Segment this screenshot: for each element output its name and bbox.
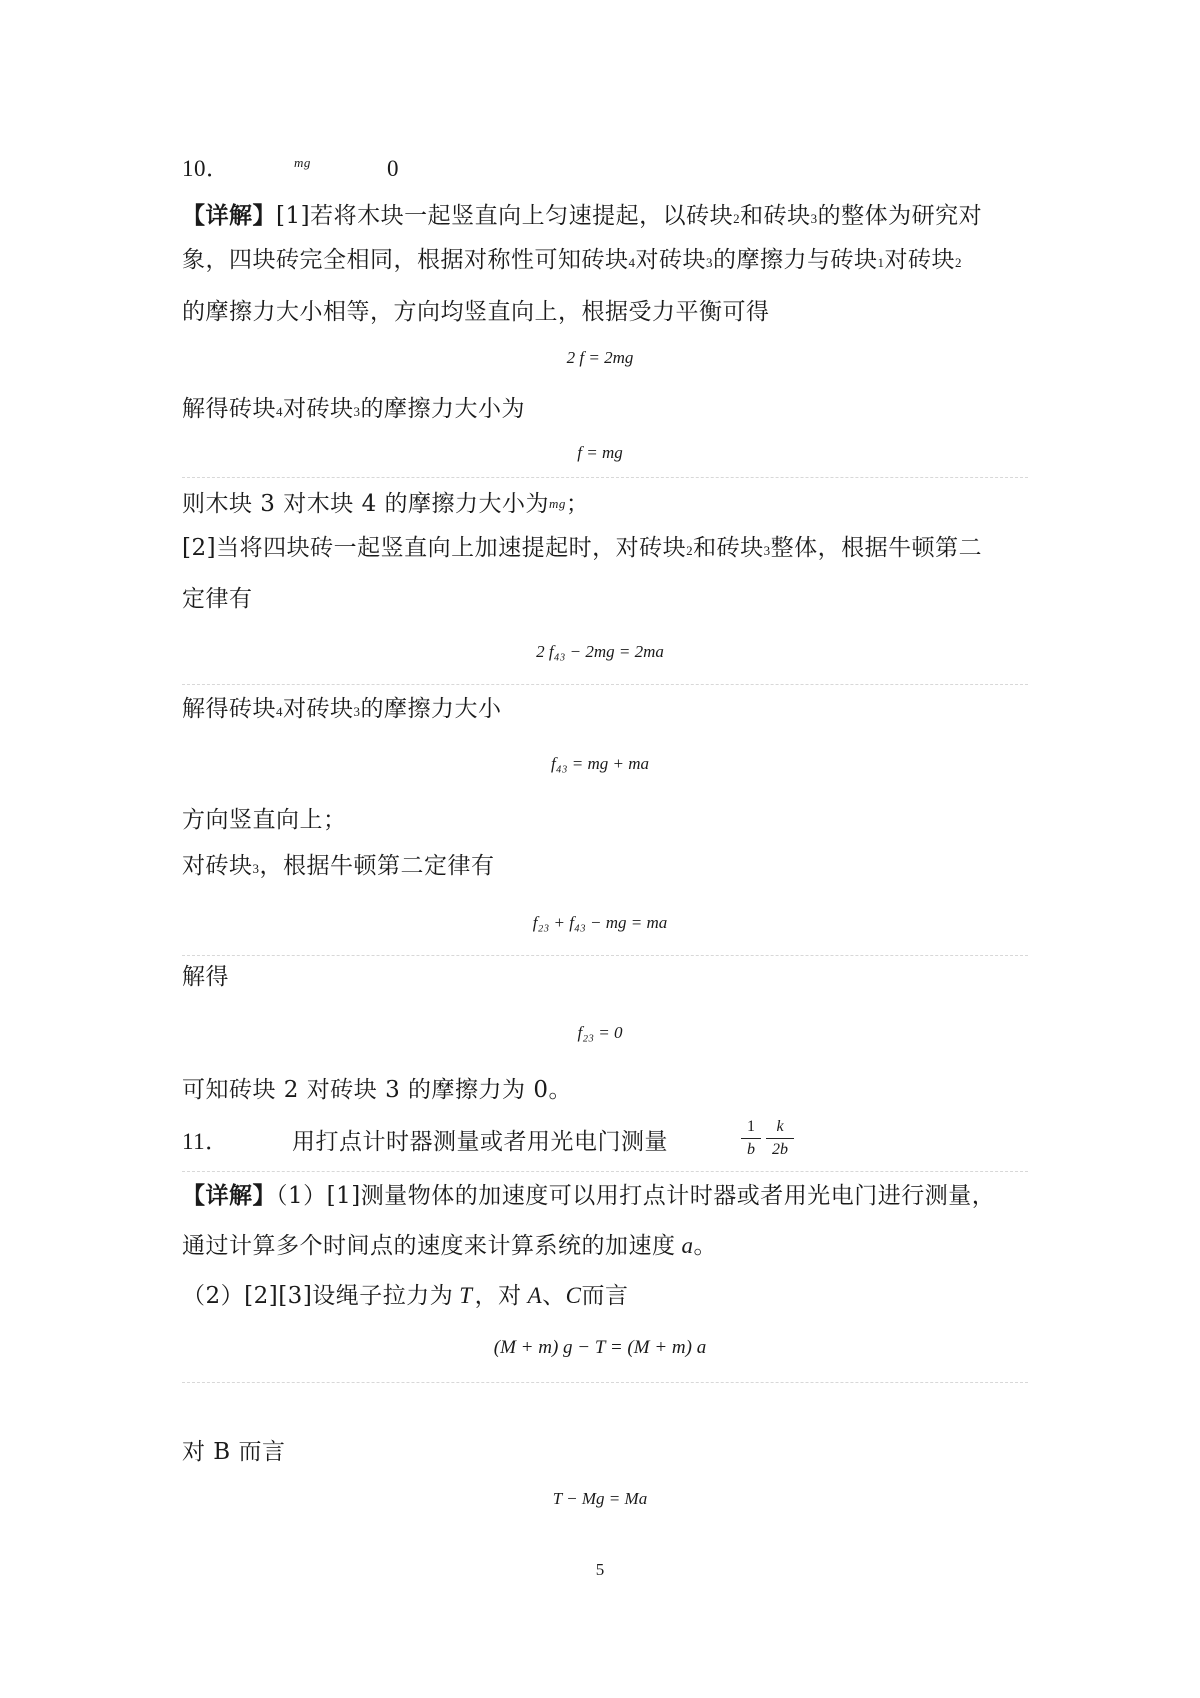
q11-answer-fraction-1: 1 b	[741, 1117, 761, 1160]
q10-number: 10．	[182, 156, 230, 181]
page-number: 5	[595, 1560, 605, 1579]
equation-T-Mg: T − Mg = Ma	[552, 1489, 648, 1508]
q10-detail-line-10: 对砖块3，根据牛顿第二定律有	[182, 853, 495, 879]
equation-M-m-g: (M + m) g − T = (M + m) a	[493, 1337, 707, 1358]
q11-answer-line	[182, 1126, 668, 1158]
q10-detail-line-4: 解得砖块4对砖块3的摩擦力大小为	[182, 396, 525, 422]
q10-detail-line-11: 解得	[182, 964, 229, 990]
q10-answer-1: mg	[294, 155, 311, 170]
q10-detail-line-12: 可知砖块 2 对砖块 3 的摩擦力为 0。	[182, 1077, 572, 1103]
q10-detail-line-8: 解得砖块4对砖块3的摩擦力大小	[182, 696, 502, 722]
q11-detail-line-2: 通过计算多个时间点的速度来计算系统的加速度 a。	[182, 1233, 717, 1259]
divider	[182, 1171, 1028, 1172]
q10-detail-line-7: 定律有	[182, 586, 253, 612]
detail-bracket: 【详解】	[182, 202, 276, 229]
equation-f23-f43: f₂₃ + f₄₃ − mg = ma	[532, 913, 668, 932]
q11-answer-1: 用打点计时器测量或者用光电门测量	[292, 1129, 668, 1155]
q10-detail-line-6: [2]当将四块砖一起竖直向上加速提起时，对砖块2和砖块3整体，根据牛顿第二	[182, 535, 983, 561]
equation-f-mg: f = mg	[577, 443, 623, 462]
q10-detail-line-1: 【详解】[1]若将木块一起竖直向上匀速提起，以砖块2和砖块3的整体为研究对	[182, 202, 983, 229]
q11-detail-line-3: （2）[2][3]设绳子拉力为 T，对 A、C而言	[182, 1283, 629, 1309]
q10-detail-line-9: 方向竖直向上；	[182, 807, 347, 833]
equation-f43: f₄₃ = mg + ma	[550, 754, 650, 773]
detail-bracket: 【详解】	[182, 1182, 276, 1209]
q11-detail-line-1: 【详解】（1）[1]测量物体的加速度可以用打点计时器或者用光电门进行测量，	[182, 1182, 996, 1209]
divider	[182, 1382, 1028, 1383]
q11-number: 11．	[182, 1129, 229, 1154]
q10-answer-line	[182, 153, 399, 185]
equation-f23-zero: f₂₃ = 0	[577, 1023, 623, 1042]
q11-answer-fraction-2: k 2b	[766, 1117, 794, 1160]
divider	[182, 477, 1028, 478]
q10-detail-line-5: 则木块 3 对木块 4 的摩擦力大小为mg；	[182, 491, 590, 517]
equation-2f-2mg: 2 f = 2mg	[566, 348, 634, 367]
q10-detail-line-2: 象，四块砖完全相同，根据对称性可知砖块4对砖块3的摩擦力与砖块1对砖块2	[182, 247, 962, 273]
divider	[182, 955, 1028, 956]
q10-detail-line-3: 的摩擦力大小相等，方向均竖直向上，根据受力平衡可得	[182, 299, 770, 325]
divider	[182, 684, 1028, 685]
q10-answer-2: 0	[387, 156, 399, 181]
equation-2f43: 2 f₄₃ − 2mg = 2ma	[536, 642, 664, 661]
q11-detail-line-4: 对 B 而言	[182, 1439, 286, 1465]
